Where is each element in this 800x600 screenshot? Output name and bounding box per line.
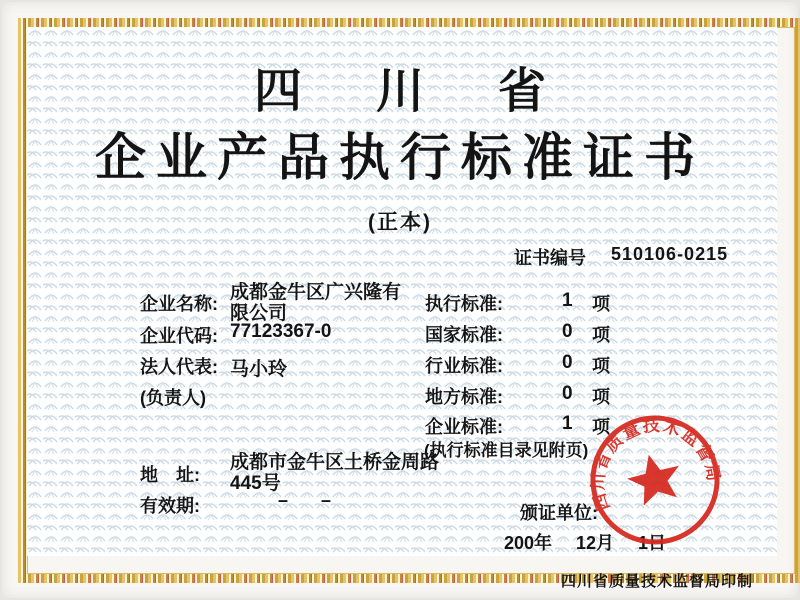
- seal-text: 四川省质量技术监督局: [588, 415, 724, 514]
- copy-type-label: (正本): [368, 211, 432, 234]
- field-label-company-name: 企业名称:: [140, 294, 218, 314]
- title-char: 四: [253, 65, 302, 118]
- certificate-title-main: 企业产品执行标准证书: [94, 129, 705, 186]
- field-unit-industry-standard: 项: [592, 356, 610, 376]
- field-label-validity: 有效期:: [140, 496, 200, 516]
- field-unit-national-standard: 项: [592, 325, 610, 345]
- cert-no-value: 510106-0215: [611, 244, 729, 264]
- field-label-company-code: 企业代码:: [140, 326, 218, 346]
- field-label-legal-rep: 法人代表:: [140, 357, 218, 377]
- field-label-national-standard: 国家标准:: [425, 325, 503, 345]
- field-value-industry-standard: 0: [562, 352, 573, 373]
- field-label-industry-standard: 行业标准:: [425, 356, 503, 376]
- cert-no-label: 证书编号: [514, 248, 586, 268]
- field-label-enterprise-standard: 企业标准:: [425, 417, 503, 437]
- field-label-exec-standard: 执行标准:: [425, 294, 503, 314]
- title-char: 省: [498, 65, 547, 118]
- field-label-person-in-charge: (负责人): [140, 388, 206, 408]
- seal-star-icon: [623, 448, 686, 507]
- field-value-validity: – –: [278, 490, 346, 510]
- field-label-local-standard: 地方标准:: [425, 387, 503, 407]
- field-value-address: 成都市金牛区土桥金周路445号: [230, 452, 440, 494]
- field-value-company-code: 77123367-0: [230, 321, 332, 342]
- date-day: 1日: [638, 533, 667, 553]
- field-value-exec-standard: 1: [562, 290, 573, 311]
- field-value-local-standard: 0: [562, 383, 573, 404]
- field-unit-enterprise-standard: 项: [592, 417, 610, 437]
- appendix-note: (执行标准目录见附页): [424, 441, 589, 460]
- field-label-address: 地 址:: [140, 465, 200, 485]
- issuer-label: 颁证单位:: [520, 503, 598, 523]
- field-value-company-name: 成都金牛区广兴隆有限公司: [230, 282, 402, 324]
- field-unit-local-standard: 项: [592, 387, 610, 407]
- date-year: 200年: [504, 533, 553, 553]
- field-unit-exec-standard: 项: [592, 294, 610, 314]
- certificate-title-province: [0, 52, 800, 121]
- date-month: 12月: [576, 533, 615, 553]
- print-note: 四川省质量技术监督局印制: [561, 573, 754, 590]
- title-char: 川: [375, 65, 424, 118]
- field-value-legal-rep: 马小玲: [230, 359, 288, 380]
- field-value-national-standard: 0: [562, 321, 573, 342]
- field-value-enterprise-standard: 1: [562, 413, 573, 434]
